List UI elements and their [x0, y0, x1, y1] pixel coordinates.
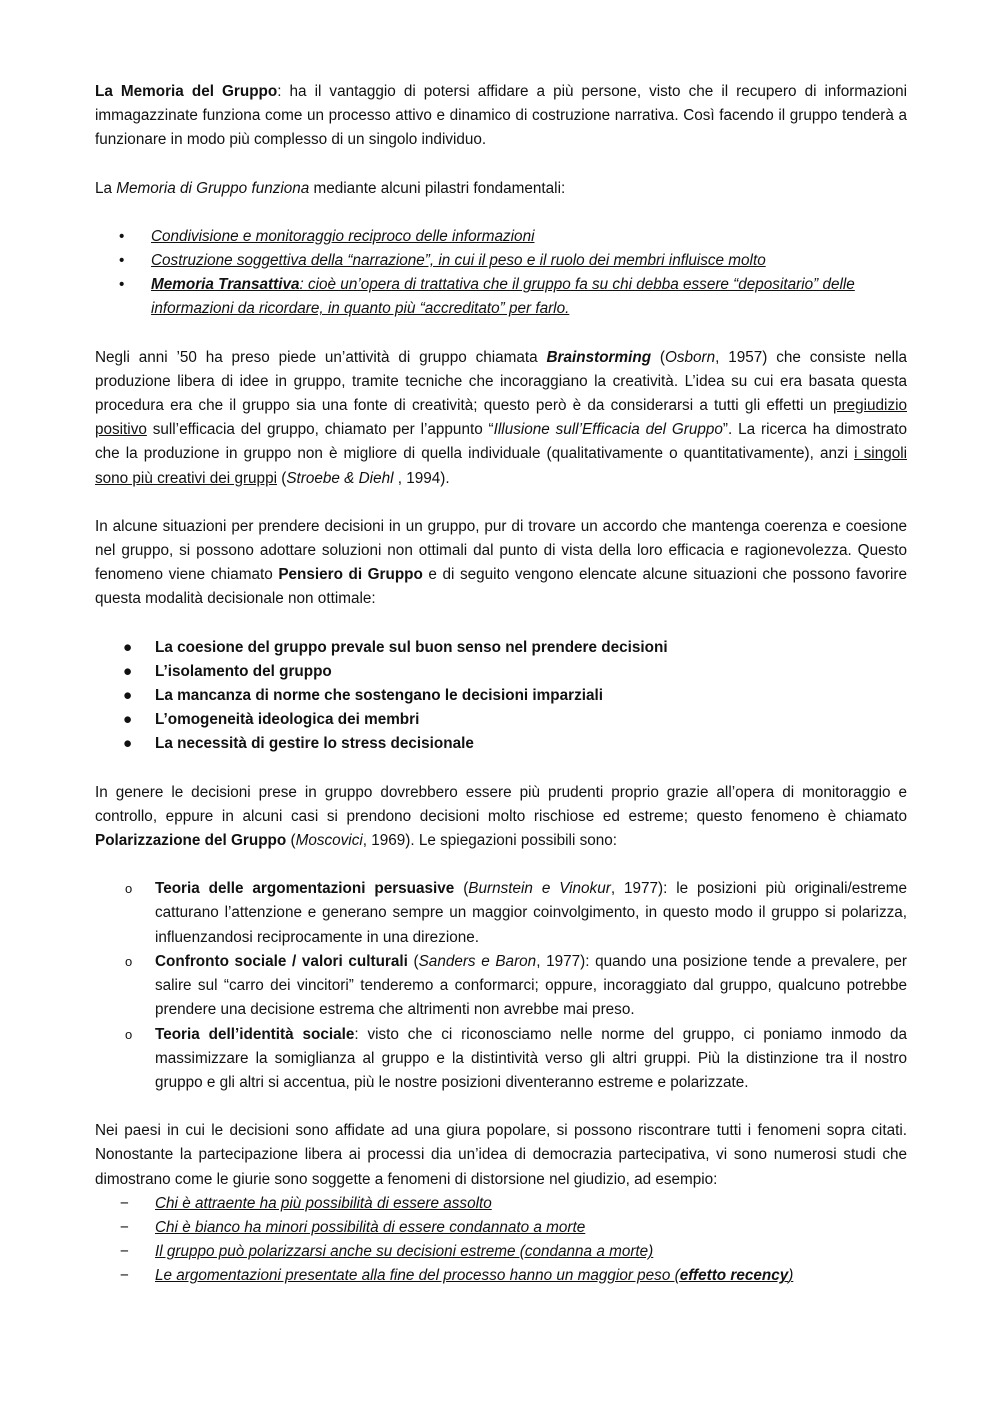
dash-marker: −	[120, 1267, 129, 1285]
bullet-marker: o	[125, 953, 133, 969]
dash-marker: −	[120, 1243, 129, 1261]
list-item: − Le argomentazioni presentate alla fine del processo hanno un maggior peso (effetto recency)	[95, 1264, 907, 1288]
paragraph-pillars-intro: La Memoria di Gruppo funziona mediante alcuni pilastri fondamentali:	[95, 179, 566, 197]
list-item: • Memoria Transattiva: cioè un’opera di trattativa che il gruppo fa su chi debba essere “depositario” delle informazioni da ricordare, in quanto più “accreditato” per farlo.	[95, 273, 907, 321]
bullet-marker: ●	[123, 687, 133, 705]
term-group-memory: La Memoria del Gruppo	[95, 83, 278, 100]
dash-marker: −	[120, 1218, 129, 1236]
term-recency-effect: effetto recency	[679, 1267, 789, 1285]
dash-marker: −	[120, 1194, 129, 1212]
paragraph-brainstorming: Negli anni ’50 ha preso piede un’attività di gruppo chiamata Brainstorming (Osborn, 1957) che consiste nella produzione libera di idee in gruppo, tramite tecniche che incoraggiano la creatività. L’idea su cui era basata questa procedura era che il gruppo sia una fonte di creatività; questo però è da considerarsi a tutti gli effetti un pregiudizio positivo sull’efficacia del gruppo, chiamato per l’appunto “Illusione sull’Efficacia del Gruppo”. La ricerca ha dimostrato che la produzione in gruppo non è migliore di quella individuale (qualitativamente o quantitativamente), anzi i singoli sono più creativi dei gruppi (Stroebe & Diehl , 1994).	[95, 348, 908, 487]
list-item: ● L’omogeneità ideologica dei membri	[95, 708, 907, 732]
list-item: o Confronto sociale / valori culturali (Sanders e Baron, 1977): quando una posizione tende a prevalere, per salire sul “carro dei vincitori” tenderemo a conformarci; oppure, incoraggiato dal gruppo, qualcuno potrebbe prendere una decisione estrema che altrimenti non avrebbe mai preso.	[95, 950, 907, 1023]
term-groupthink: Pensiero di Gruppo	[278, 566, 423, 584]
paragraph-juries: Nei paesi in cui le decisioni sono affidate ad una giura popolare, si possono riscontrare tutti i fenomeni sopra citati. Nonostante la partecipazione libera ai processi dia un’idea di democrazia partecipativa, vi sono numerosi studi che dimostrano come le giurie sono soggette a fenomeni di distorsione nel giudizio, ad esempio:	[95, 1122, 907, 1188]
bullet-marker: •	[119, 276, 125, 294]
bullet-marker: o	[125, 1026, 133, 1042]
term-brainstorming: Brainstorming	[546, 348, 652, 366]
list-item: ● La mancanza di norme che sostengano le decisioni imparziali	[95, 684, 907, 708]
jury-list	[95, 1192, 907, 1289]
term-polarization: Polarizzazione del Gruppo	[95, 832, 287, 850]
bullet-marker: •	[119, 227, 125, 245]
list-item: • Costruzione soggettiva della “narrazione”, in cui il peso e il ruolo dei membri influisce molto	[95, 249, 907, 273]
bullet-marker: ●	[123, 735, 133, 753]
list-item: − Chi è bianco ha minori possibilità di essere condannato a morte	[95, 1216, 907, 1240]
list-item: − Il gruppo può polarizzarsi anche su decisioni estreme (condanna a morte)	[95, 1240, 907, 1264]
bullet-marker: o	[125, 881, 133, 897]
explanations-list	[95, 877, 907, 1095]
paragraph-group-memory: La Memoria del Gruppo: ha il vantaggio di potersi affidare a più persone, visto che il recupero di informazioni immagazzinate funziona come un processo attivo e dinamico di costruzione narrativa. Così facendo il gruppo tenderà a funzionare in modo più complesso di un singolo individuo.	[95, 83, 908, 149]
list-item: ● La necessità di gestire lo stress decisionale	[95, 732, 907, 756]
paragraph-polarization: In genere le decisioni prese in gruppo dovrebbero essere più prudenti proprio grazie all’opera di monitoraggio e controllo, eppure in alcuni casi si prendono decisioni molto rischiose ed estreme; questo fenomeno è chiamato Polarizzazione del Gruppo (Moscovici, 1969). Le spiegazioni possibili sono:	[95, 783, 907, 850]
list-item: o Teoria delle argomentazioni persuasive (Burnstein e Vinokur, 1977): le posizioni più originali/estreme catturano l’attenzione e generano sempre un maggior coinvolgimento, in questo modo il gruppo si polarizza, influenzandosi reciprocamente in una direzione.	[95, 877, 907, 950]
groupthink-list	[95, 636, 907, 757]
list-item: o Teoria dell’identità sociale: visto che ci riconosciamo nelle norme del gruppo, ci poniamo inmodo da massimizzare la somiglianza al gruppo e la distintività verso gli altri gruppi. Più la distinzione tra il nostro gruppo e gli altri si accentua, più le nostre posizioni diventeranno estreme e polarizzate.	[95, 1023, 907, 1096]
list-item: • Condivisione e monitoraggio reciproco delle informazioni	[95, 225, 907, 249]
list-item: ● La coesione del gruppo prevale sul buon senso nel prendere decisioni	[95, 636, 907, 660]
bullet-marker: ●	[123, 638, 133, 656]
paragraph-groupthink: In alcune situazioni per prendere decisioni in un gruppo, pur di trovare un accordo che mantenga coerenza e coesione nel gruppo, si possono adottare soluzioni non ottimali dal punto di vista della loro efficacia e ragionevolezza. Questo fenomeno viene chiamato Pensiero di Gruppo e di seguito vengono elencate alcune situazioni che possono favorire questa modalità decisionale non ottimale:	[95, 517, 907, 608]
list-item: ● L’isolamento del gruppo	[95, 660, 907, 684]
bullet-marker: ●	[123, 662, 133, 680]
bullet-marker: •	[119, 252, 125, 270]
document-page	[95, 80, 907, 1289]
bullet-marker: ●	[123, 711, 133, 729]
list-item: − Chi è attraente ha più possibilità di essere assolto	[95, 1192, 907, 1216]
pillars-list	[95, 225, 907, 322]
